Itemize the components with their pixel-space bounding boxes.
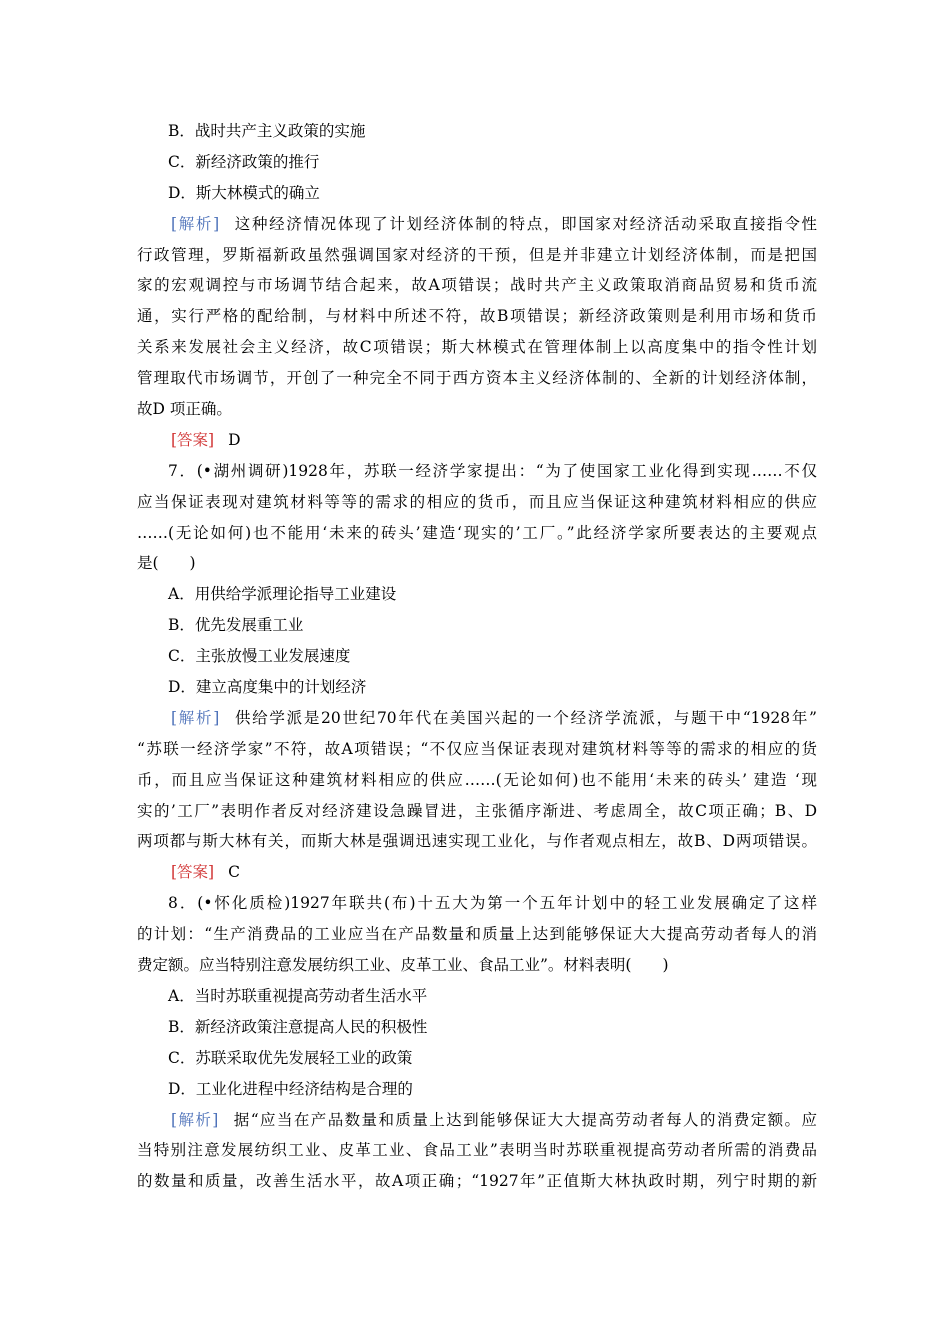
- q8-stem-line: 费定额。应当特别注意发展纺织工业、皮革工业、食品工业”。材料表明( ): [137, 956, 669, 975]
- q7-analysis-tag: [解析]: [171, 708, 220, 727]
- q7-analysis-line: 实的’工厂”表明作者反对经济建设急躁冒进，主张循序渐进、考虑周全，故C项正确；B、D: [137, 801, 817, 820]
- q6-analysis-line: 故D 项正确。: [137, 400, 232, 419]
- q7-answer-value: C: [228, 863, 240, 882]
- q6-analysis-tag: [解析]: [171, 214, 220, 233]
- q7-stem-line: 7．(•湖州调研)1928年，苏联一经济学家提出：“为了使国家工业化得到实现……不仅: [168, 461, 817, 480]
- q7-stem-line: 应当保证表现对建筑材料等等的需求的相应的货币，而且应当保证这种建筑材料相应的供应: [137, 492, 817, 511]
- q6-option-c: C．新经济政策的推行: [168, 152, 320, 171]
- q6-analysis-line: 管理取代市场调节，开创了一种完全不同于西方资本主义经济体制的、全新的计划经济体制，: [137, 369, 817, 388]
- q7-stem-line: 是( ): [137, 554, 196, 573]
- q8-stem-line: 8．(•怀化质检)1927年联共(布)十五大为第一个五年计划中的轻工业发展确定了这样: [168, 894, 817, 913]
- q8-analysis-line: [解析] 据“应当在产品数量和质量上达到能够保证大大提高劳动者每人的消费定额。应: [171, 1110, 817, 1129]
- q7-option-b: B．优先发展重工业: [168, 616, 304, 635]
- q6-analysis-line: 家的宏观调控与市场调节结合起来，故A项错误；战时共产主义政策取消商品贸易和货币流: [137, 276, 817, 295]
- q8-option-a: A．当时苏联重视提高劳动者生活水平: [168, 986, 428, 1005]
- q7-answer: [137, 857, 817, 888]
- q8-analysis-line: 当特别注意发展纺织工业、皮革工业、食品工业”表明当时苏联重视提高劳动者所需的消费品: [137, 1141, 817, 1160]
- document-page: [137, 116, 817, 1197]
- q7-analysis-line: [解析] 供给学派是20世纪70年代在美国兴起的一个经济学流派，与题干中“1928年”: [171, 708, 817, 727]
- q6-option-b: B．战时共产主义政策的实施: [168, 122, 366, 140]
- q7-analysis-line: “苏联一经济学家”不符，故A项错误；“不仅应当保证表现对建筑材料等等的需求的相应的货: [137, 739, 817, 758]
- q7-option-a: A．用供给学派理论指导工业建设: [168, 585, 397, 604]
- q6-answer-value: D: [228, 430, 241, 449]
- q6-option-d: D．斯大林模式的确立: [168, 183, 320, 202]
- q6-analysis-line: 关系来发展社会主义经济，故C项错误；斯大林模式在管理体制上以高度集中的指令性计划: [137, 338, 817, 357]
- q7-option-d: D．建立高度集中的计划经济: [168, 678, 367, 697]
- q6-analysis-line: [解析] 这种经济情况体现了计划经济体制的特点，即国家对经济活动采取直接指令性: [171, 214, 817, 233]
- q6-answer: [137, 425, 817, 456]
- q8-stem-line: 的计划：“生产消费品的工业应当在产品数量和质量上达到能够保证大大提高劳动者每人的消: [137, 925, 817, 944]
- q7-answer-tag: [答案]: [171, 863, 215, 882]
- q7-analysis-line: 两项都与斯大林有关，而斯大林是强调迅速实现工业化，与作者观点相左，故B、D两项错误。: [137, 832, 817, 851]
- q8-analysis-tag: [解析]: [171, 1110, 219, 1129]
- q8-option-b: B．新经济政策注意提高人民的积极性: [168, 1017, 428, 1036]
- q7-option-c: C．主张放慢工业发展速度: [168, 647, 351, 666]
- q7-analysis-line: 币，而且应当保证这种建筑材料相应的供应……(无论如何)也不能用‘未来的砖头’ 建造 ‘现: [137, 770, 817, 789]
- q8-option-c: C．苏联采取优先发展轻工业的政策: [168, 1048, 413, 1067]
- q6-answer-tag: [答案]: [171, 430, 215, 449]
- q8-option-d: D．工业化进程中经济结构是合理的: [168, 1079, 413, 1098]
- q6-analysis-line: 通，实行严格的配给制，与材料中所述不符，故B项错误；新经济政策则是利用市场和货币: [137, 307, 817, 326]
- q7-stem-line: ……(无论如何)也不能用‘未来的砖头’建造‘现实的’工厂。”此经济学家所要表达的主要观点: [137, 523, 817, 542]
- q6-analysis-line: 行政管理，罗斯福新政虽然强调国家对经济的干预，但是并非建立计划经济体制，而是把国: [137, 245, 817, 264]
- q8-analysis-line: 的数量和质量，改善生活水平，故A项正确；“1927年”正值斯大林执政时期，列宁时期的新: [137, 1172, 817, 1191]
